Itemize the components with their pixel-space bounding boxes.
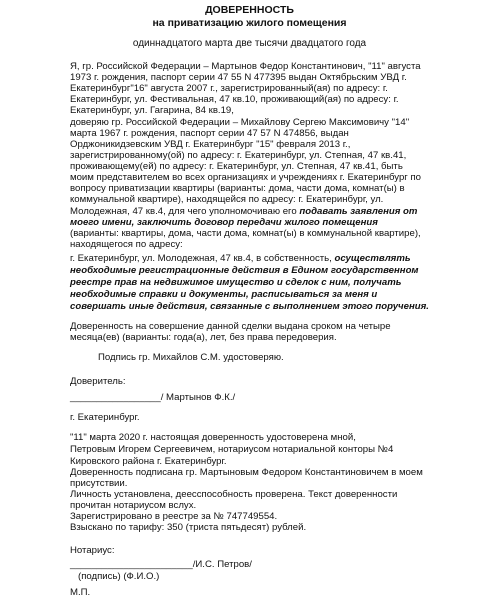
body-line-emphasis: реестре прав на недвижимое имущество и сделок с ним, получать — [70, 277, 402, 288]
city-line: г. Екатеринбург. — [70, 412, 140, 423]
body-line: Я, гр. Российской Федерации – Мартынов Федор Константинович, "11" августа — [70, 61, 421, 72]
body-line-emphasis: подавать заявления от — [299, 206, 418, 217]
notary-line: Петровым Игорем Сергеевичем, нотариусом нотариальной конторы №4 — [70, 444, 394, 455]
notary-line: Доверенность подписана гр. Мартыновым Федором Константиновичем в моем — [70, 467, 423, 478]
body-line: марта 1967 г. рождения, паспорт серии 47 57 N 474856, выдан — [70, 128, 349, 139]
stamp-place-label: М.П. — [70, 587, 91, 598]
body-line: зарегистрированному(ой) по адресу: г. Екатеринбург, ул. Степная, 47 кв.41, — [70, 150, 407, 161]
body-line: (варианты: квартиры, дома, части дома, комнат(ы) в коммунальной квартире), — [70, 228, 421, 239]
notary-line: Кировского района г. Екатеринбург. — [70, 456, 227, 467]
notary-line: присутствии. — [70, 478, 128, 489]
body-line-emphasis: необходимые справки и документы, расписываться за меня и — [70, 289, 378, 300]
body-line-mixed — [70, 206, 417, 217]
body-line-emphasis: осуществлять — [334, 253, 411, 264]
document-date: одиннадцатого марта две тысячи двадцатого года — [132, 38, 367, 49]
principal-signature-line: _________________/ Мартынов Ф.К./ — [70, 392, 236, 403]
notary-line: "11" марта 2020 г. настоящая доверенность удостоверена мной, — [70, 432, 356, 443]
body-line: проживающему(ей) по адресу: г. Екатеринбург, ул. Степная, 47 кв.41, быть — [70, 161, 403, 172]
body-line: моим представителем во всех организациях и учреждениях г. Екатеринбург по — [70, 172, 421, 183]
term-line: месяца(ев) (варианты: года(а), лет, без права передоверия. — [70, 332, 337, 343]
notary-line: Взыскано по тарифу: 350 (триста пятьдесят) рублей. — [70, 522, 307, 533]
body-line: вопросу приватизации квартиры (варианты: дома, части дома, комнат(ы) в — [70, 183, 405, 194]
body-line-plain: Молодежная, 47 кв.4, для чего уполномочиваю его — [70, 206, 300, 217]
body-line: Екатеринбург, ул. Гагарина, 84 кв.19, — [70, 105, 234, 116]
notary-line: Личность установлена, деесспособность проверена. Текст доверенности — [70, 489, 398, 500]
term-line: Доверенность на совершение данной сделки выдана сроком на четыре — [70, 321, 391, 332]
notary-signature-line: _______________________/И.С. Петров/ — [70, 559, 252, 570]
document-title: ДОВЕРЕННОСТЬ — [205, 4, 294, 16]
body-line: коммунальной квартире), находящейся по адресу: г. Екатеринбург, ул. — [70, 194, 384, 205]
notary-line: прочитан нотариусом вслух. — [70, 500, 197, 511]
body-line: Екатеринбург"16" августа 2007 г., зарегистрированный(ая) по адресу: г. — [70, 83, 388, 94]
notary-line: Зарегистрировано в реестре за № 747749554. — [70, 511, 278, 522]
principal-label: Доверитель: — [70, 376, 126, 387]
body-line-mixed — [70, 253, 411, 264]
signature-certification: Подпись гр. Михайлов С.М. удостоверяю. — [98, 352, 284, 363]
signature-caption: (подпись) (Ф.И.О.) — [78, 571, 160, 582]
body-line-emphasis: совершать иные действия, связанные с выполнением этого поручения. — [70, 301, 429, 312]
notary-label: Нотариус: — [70, 545, 115, 556]
body-line-plain: г. Екатеринбург, ул. Молодежная, 47 кв.4, в собственность, — [70, 253, 335, 264]
body-line: Екатеринбург, ул. Фестивальная, 47 кв.10, проживающий(ая) по адресу: г. — [70, 94, 399, 105]
document-subtitle: на приватизацию жилого помещения — [152, 17, 347, 29]
body-line-emphasis: моего имени, заключить договор передачи жилого помещения — [70, 217, 378, 228]
body-line: находящегося по адресу: — [70, 239, 183, 250]
body-line-emphasis: необходимые регистрационные действия в Едином государственном — [70, 265, 419, 276]
body-line: 1973 г. рождения, паспорт серии 47 55 N 477395 выдан Октябрьским УВД г. — [70, 72, 407, 83]
body-line: Орджоникидзевским УВД г. Екатеринбург "15" февраля 2013 г., — [70, 139, 351, 150]
body-line: доверяю гр. Российской Федерации – Михайлову Сергею Максимовичу "14" — [70, 117, 410, 128]
